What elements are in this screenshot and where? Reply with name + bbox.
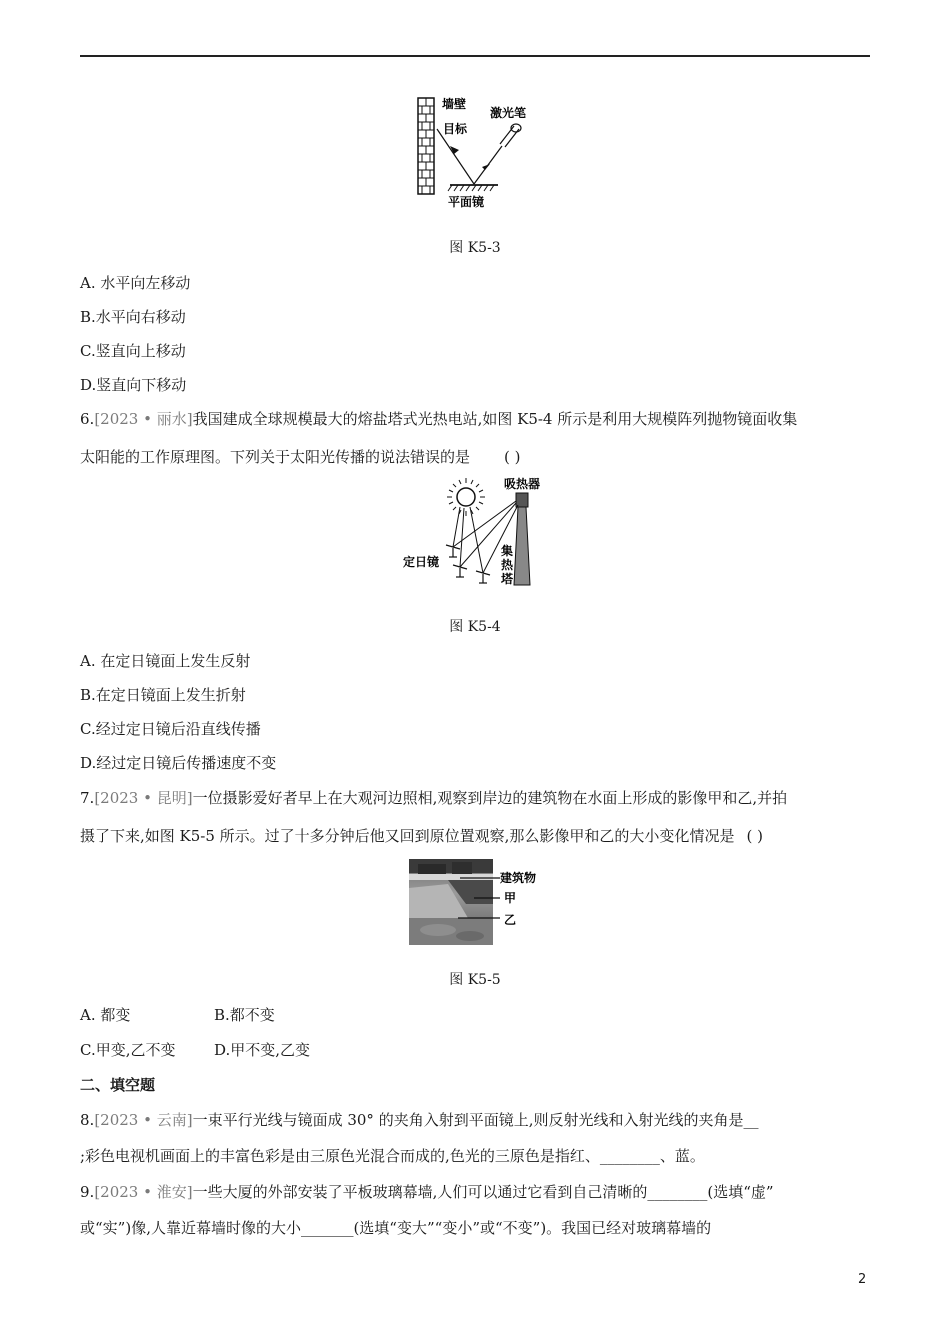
label-wall: 墙壁 <box>442 97 467 111</box>
label-target: 目标 <box>443 122 468 136</box>
q6-text-1: 我国建成全球规模最大的熔盐塔式光热电站,如图 K5-4 所示是利用大规模阵列抛物镜面收集 <box>192 410 798 428</box>
page-number: 2 <box>858 1272 867 1287</box>
label-tower-2: 热 <box>501 558 514 572</box>
reflection-photo <box>409 859 493 945</box>
label-receiver: 吸热器 <box>504 477 541 491</box>
label-heliostat: 定日镜 <box>403 555 440 569</box>
q8-stem-line2: ;彩色电视机画面上的丰富色彩是由三原色光混合而成的,色光的三原色是指红、________、蓝。 <box>80 1147 705 1165</box>
q7-option-a: A. 都变 <box>80 1006 131 1024</box>
q5-option-b: B.水平向右移动 <box>80 308 186 326</box>
q6-option-d: D.经过定日镜后传播速度不变 <box>80 754 277 772</box>
label-jia: 甲 <box>504 891 517 905</box>
q9-number: 9. <box>80 1183 95 1201</box>
q6-source: [2023 • 丽水] <box>94 410 193 428</box>
top-rule <box>80 55 870 57</box>
plane-mirror <box>448 185 498 191</box>
q6-option-b: B.在定日镜面上发生折射 <box>80 686 246 704</box>
q7-answer-bracket: ( ) <box>746 827 763 845</box>
q7-stem-line2 <box>80 826 763 846</box>
q7-text-1: 一位摄影爱好者早上在大观河边照相,观察到岸边的建筑物在水面上形成的影像甲和乙,并拍 <box>192 789 788 807</box>
q9-text-1: 一些大厦的外部安装了平板玻璃幕墙,人们可以通过它看到自己清晰的________(选填“虚” <box>192 1183 774 1201</box>
q5-option-c: C.竖直向上移动 <box>80 342 186 360</box>
sun-icon <box>447 478 485 516</box>
q6-text-2: 太阳能的工作原理图。下列关于太阳光传播的说法错误的是 <box>80 448 471 466</box>
q5-option-a: A. 水平向左移动 <box>80 274 191 292</box>
q9-source: [2023 • 淮安] <box>94 1183 193 1201</box>
q6-stem-line2 <box>80 447 521 467</box>
q6-number: 6. <box>80 410 95 428</box>
q7-stem-line1 <box>80 788 787 808</box>
label-building: 建筑物 <box>500 871 537 885</box>
q6-option-a: A. 在定日镜面上发生反射 <box>80 652 251 670</box>
laser-ray <box>437 129 502 184</box>
figure-k5-4-caption: 图 K5-4 <box>449 619 501 635</box>
q7-option-c: C.甲变,乙不变 <box>80 1041 176 1059</box>
q6-answer-bracket: ( ) <box>504 448 521 466</box>
q7-text-2: 摄了下来,如图 K5-5 所示。过了十多分钟后他又回到原位置观察,那么影像甲和乙的大小变化情况是 <box>80 827 735 845</box>
q7-option-d: D.甲不变,乙变 <box>214 1041 311 1059</box>
laser-pen <box>500 124 521 147</box>
brick-wall <box>418 98 434 194</box>
q9-stem-line1 <box>80 1182 774 1202</box>
figure-k5-4 <box>398 475 558 593</box>
figure-k5-5-caption: 图 K5-5 <box>449 972 501 988</box>
label-tower-3: 塔 <box>501 572 514 586</box>
q7-source: [2023 • 昆明] <box>94 789 193 807</box>
q8-stem-line1 <box>80 1110 758 1130</box>
figure-k5-5 <box>408 858 558 946</box>
label-yi: 乙 <box>504 913 517 927</box>
q7-option-b: B.都不变 <box>214 1006 275 1024</box>
section-fill-in-title: 二、填空题 <box>80 1076 156 1094</box>
q8-source: [2023 • 云南] <box>94 1111 193 1129</box>
q6-stem-line1 <box>80 409 797 429</box>
q8-text-1: 一束平行光线与镜面成 30° 的夹角入射到平面镜上,则反射光线和入射光线的夹角是__ <box>192 1111 759 1129</box>
figure-k5-3-caption: 图 K5-3 <box>449 240 501 256</box>
heat-tower <box>514 507 530 585</box>
label-mirror: 平面镜 <box>448 195 485 209</box>
heliostat-mirrors <box>446 545 490 583</box>
q7-number: 7. <box>80 789 95 807</box>
q8-number: 8. <box>80 1111 95 1129</box>
q9-stem-line2: 或“实”)像,人靠近幕墙时像的大小_______(选填“变大”“变小”或“不变”)。我国已经对玻璃幕墙的 <box>80 1219 712 1237</box>
q6-option-c: C.经过定日镜后沿直线传播 <box>80 720 261 738</box>
figure-k5-3 <box>410 92 550 214</box>
label-laser: 激光笔 <box>490 106 527 120</box>
label-tower-1: 集 <box>501 544 514 558</box>
q5-option-d: D.竖直向下移动 <box>80 376 187 394</box>
